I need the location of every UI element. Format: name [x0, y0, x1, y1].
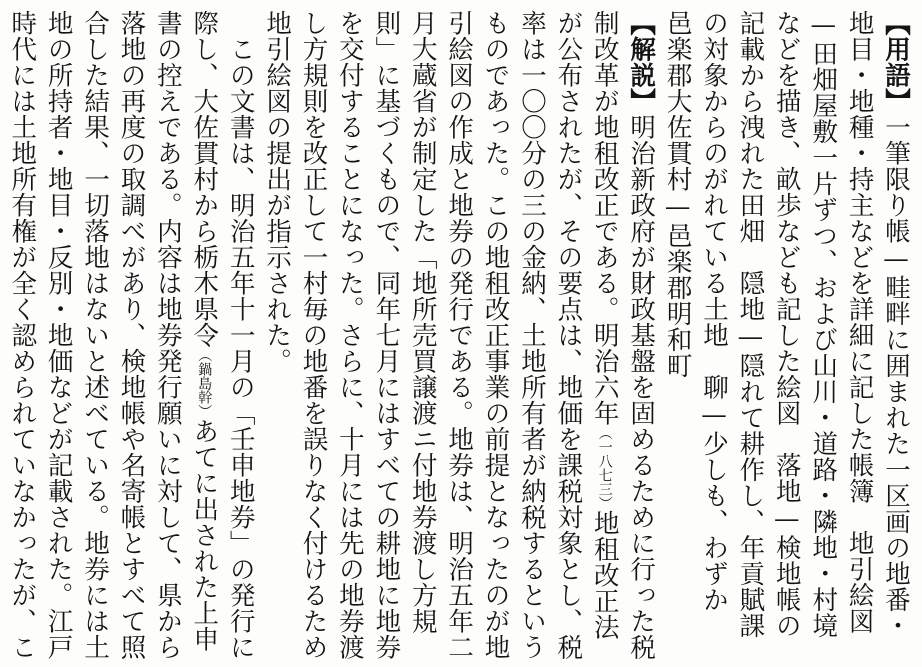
- terms-text: 一筆限り帳—畦畔に囲まれた一区画の地番・地目・地種・持主などを詳細に記した帳簿 地引絵図—田畑屋敷一片ずつ、および山川・道路・隣地・村境などを描き、畝歩なども記した絵図 落地—検地帳の記載から洩れた田畑 隠地—隠れて耕作し、年貢賦課の対象からのがれている土地 聊—少しも、わずか 邑楽郡大佐貫村—邑楽郡明和町: [662, 10, 911, 639]
- commentary-label: 【解説】: [626, 10, 657, 114]
- commentary-text-part2: 地租改正法が公布されたが、その要点は、地価を課税対象とし、税率は一〇〇分の三の金納、土地所有者が納税するというものであった。この地租改正事業の前提となったのが地引絵図の作成と地券の発行である。地券は、明治五年二月大蔵省が制定した「地所売買譲渡ニ付地券渡し方規則」に基づくもので、同年七月にはすべての耕地に地券を交付することになった。さらに、十月には先の地券渡し方規則を改正して一村毎の地番を誤りなく付けるため地引絵図の提出が指示された。: [262, 10, 620, 660]
- governor-name-annotation: （鍋島幹）: [196, 348, 213, 418]
- vertical-text-block: [0, 10, 914, 662]
- terms-paragraph: [659, 10, 914, 662]
- description-text-part1: この文書は、明治五年十一月の「壬申地券」の発行に際し、大佐貫村から栃木県令: [189, 10, 256, 660]
- commentary-text-part1: 明治新政府が財政基盤を固めるために行った税制改革が地租改正である。明治六年: [589, 10, 657, 660]
- year-annotation: （一八七三）: [596, 426, 613, 510]
- document-description-paragraph: [0, 10, 259, 662]
- description-text-part2: あてに出された上申書の控えである。内容は地券発行願いに対して、県から落地の再度の取調べがあり、検地帳や名寄帳とすべて照合した結果、一切落地はないと述べている。地券には土地の所持者・地目・反別・地価などが記載された。江戸時代には土地所有権が全く認められていなかったが、こ: [7, 10, 220, 660]
- terms-label: 【用語】: [881, 10, 911, 114]
- commentary-paragraph: [259, 10, 659, 662]
